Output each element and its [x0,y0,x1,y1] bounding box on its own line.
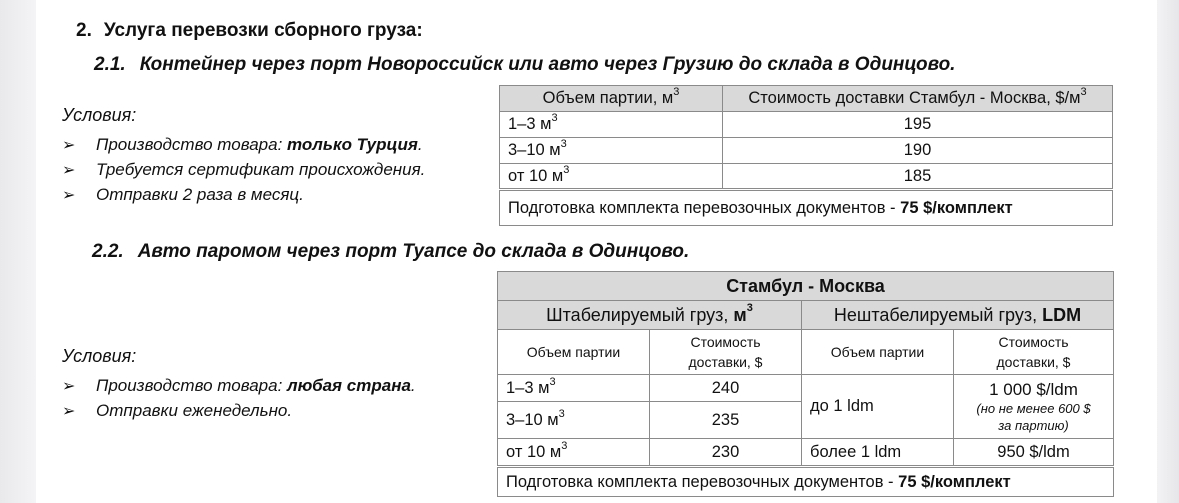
condition-tail: . [410,375,416,395]
ldm-volume-cell: более 1 ldm [802,439,954,467]
arrow-bullet-icon: ➢ [62,161,76,179]
conditions-title: Условия: [62,346,137,366]
condition-text: Отправки еженедельно. [96,400,293,420]
section-title: Услуга перевозки сборного груза: [103,20,423,41]
price-cell: 195 [723,112,1113,138]
volume-cell: 3–10 $м^3$ [498,402,650,439]
price-cell: 185 [723,164,1113,190]
stackable-header: Штабелируемый груз, $м^3$ [498,301,802,330]
volume-cell: от 10 $м^3$ [500,164,723,190]
subsection-2-2-title: Авто паромом через порт Туапсе до склада в Одинцово. [137,241,690,262]
route-title: Стамбул - Москва [498,272,1114,301]
conditions-title: Условия: [62,105,137,125]
condition-bold: любая страна [287,375,411,395]
documents-note: Подготовка комплекта перевозочных документов - 75 $/комплект [500,190,1113,226]
condition-item [62,373,416,398]
arrow-bullet-icon: ➢ [62,402,76,420]
header-cost: Стоимость доставки, $ [650,330,802,375]
ldm-price-cell: 950 $/ldm [954,439,1114,467]
table-header-row [500,86,1113,112]
right-margin-shadow [1157,0,1179,503]
conditions-2-1 [62,105,425,207]
subsection-2-1-title: Контейнер через порт Новороссийск или авто через Грузию до склада в Одинцово. [139,54,956,75]
header-cost-ldm: Стоимость доставки, $ [954,330,1114,375]
subsection-2-1-number: 2.1. [94,54,126,75]
section-heading [76,20,423,42]
table-row [500,164,1113,190]
condition-item [62,182,425,207]
volume-cell: 1–3 $м^3$ [500,112,723,138]
price-cell: 190 [723,138,1113,164]
route-row [498,272,1114,301]
header-volume: Объем партии, $м^3$ [500,86,723,112]
header-cost: Стоимость доставки Стамбул - Москва, $\$/м^3$ [723,86,1113,112]
documents-note: Подготовка комплекта перевозочных документов - 75 $/комплект [498,467,1114,497]
condition-tail: . [417,134,423,154]
table-row [500,138,1113,164]
conditions-2-2 [62,346,416,423]
header-volume-ldm: Объем партии [802,330,954,375]
table-row [500,112,1113,138]
section-number: 2. [76,20,92,41]
condition-text: Производство товара: [96,134,288,154]
left-margin-shadow [0,0,36,503]
table-row [498,439,1114,467]
condition-text: Отправки 2 раза в месяц. [96,184,304,204]
subsection-2-2-heading [92,241,689,263]
arrow-bullet-icon: ➢ [62,377,76,395]
header-volume: Объем партии [498,330,650,375]
subsection-2-1-heading [94,54,955,76]
volume-cell: 3–10 $м^3$ [500,138,723,164]
arrow-bullet-icon: ➢ [62,186,76,204]
ldm-volume-cell: до 1 ldm [802,375,954,439]
volume-cell: от 10 $м^3$ [498,439,650,467]
price-cell: 235 [650,402,802,439]
condition-bold: только Турция [287,134,418,154]
subsection-2-2-number: 2.2. [92,241,124,262]
table-row [498,375,1114,402]
price-table-2-1 [499,85,1113,226]
price-table-2-2 [497,271,1114,497]
document-page [36,0,1157,503]
price-cell: 240 [650,375,802,402]
condition-text: Требуется сертификат происхождения. [96,159,426,179]
condition-item [62,398,416,423]
ldm-price-cell: 1 000 $/ldm (но не менее 600 $ за партию) [954,375,1114,439]
price-cell: 230 [650,439,802,467]
documents-note-row [500,190,1113,226]
documents-note-row [498,467,1114,497]
condition-text: Производство товара: [96,375,288,395]
nonstackable-header: Нештабелируемый груз, LDM [802,301,1114,330]
cargo-type-row [498,301,1114,330]
condition-item [62,157,425,182]
arrow-bullet-icon: ➢ [62,136,76,154]
volume-cell: 1–3 $м^3$ [498,375,650,402]
table-header-row [498,330,1114,375]
condition-item [62,132,425,157]
